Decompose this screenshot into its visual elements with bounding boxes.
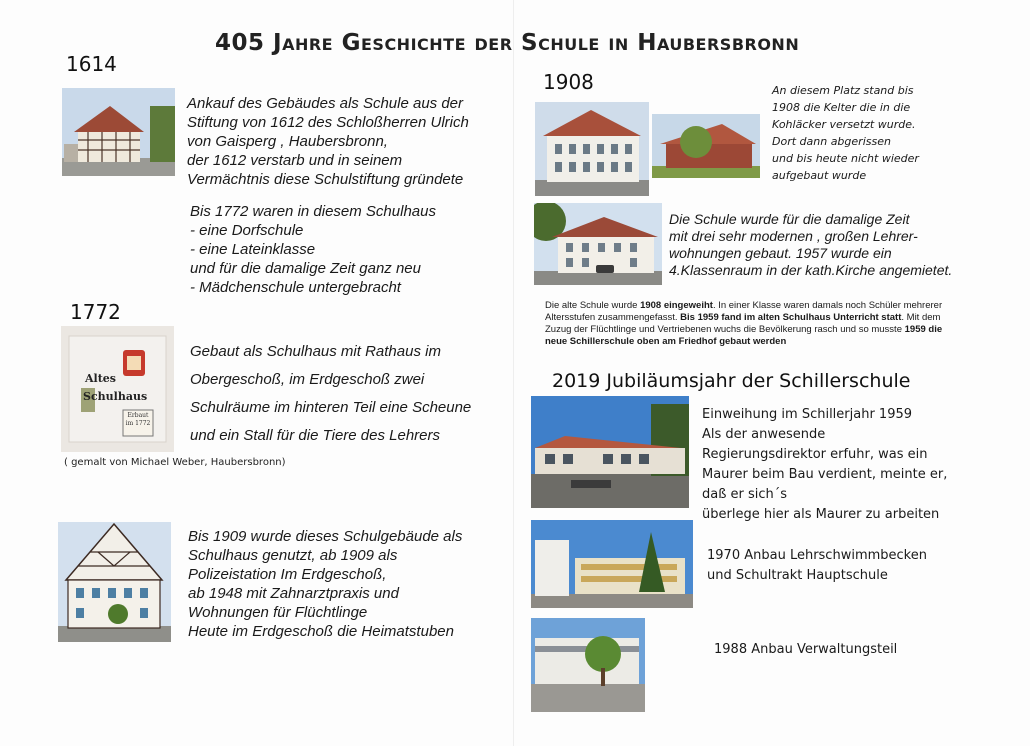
text-1772-built <box>190 338 510 450</box>
text-1772-line: Gebaut als Schulhaus mit Rathaus im <box>190 343 441 360</box>
text-school-1908: Die Schule wurde für die damalige Zeit mit drei sehr modernen , großen Lehrer- wohnungen gebaut. 1957 wurde ein 4.Klassenraum in der kath.Kirche angemietet. <box>669 211 953 278</box>
text-1909-usage: Bis 1909 wurde dieses Schulgebäude als Schulhaus genutzt, ab 1909 als Polizeistation Im Erdgeschoß, ab 1948 mit Zahnarztpraxis und Wohnungen für Flüchtlinge Heute im Erdgeschoß die Heimatstuben <box>188 528 463 640</box>
box-bold: Bis 1959 fand im alten Schulhaus Unterricht statt <box>680 312 902 323</box>
box-bold: 1959 die neue Schillerschule oben am Friedhof gebaut werden <box>545 324 943 347</box>
painting-sign-line2: Schulhaus <box>83 390 148 403</box>
text-1772-line: Obergeschoß, im Erdgeschoß zwei <box>190 371 425 388</box>
year-1772: 1772 <box>70 300 121 324</box>
text-1772-line: Schulräume im hinteren Teil eine Scheune <box>190 399 472 416</box>
jubilee-heading: 2019 Jubiläumsjahr der Schillerschule <box>552 370 911 392</box>
info-box-old-school <box>545 300 945 348</box>
photo-1970-extension <box>531 520 693 608</box>
box-text: . In einer Klasse waren damals noch Schüler mehrerer Altersstufen zusammengefasst. <box>545 300 943 323</box>
text-1772-line: und ein Stall für die Tiere des Lehrers <box>190 427 441 444</box>
page-fold <box>513 0 514 746</box>
text-1988: 1988 Anbau Verwaltungsteil <box>714 642 898 657</box>
photo-kelter <box>652 114 760 178</box>
photo-1988-administration <box>531 618 645 712</box>
year-1614: 1614 <box>66 52 117 76</box>
text-jubilee: Einweihung im Schillerjahr 1959 Als der anwesende Regierungsdirektor erfuhr, was ein Maurer beim Bau verdient, meinte er, daß er sich´s überlege hier als Maurer zu arbeiten <box>702 407 948 522</box>
photo-heimatstuben-building <box>58 522 171 642</box>
photo-old-school-1908 <box>535 102 649 196</box>
box-text: Die alte Schule wurde <box>545 300 641 311</box>
painting-plaque: Erbaut im 1772 <box>125 412 151 427</box>
text-until-1772: Bis 1772 waren in diesem Schulhaus - eine Dorfschule - eine Lateinklasse und für die damalige Zeit ganz neu - Mädchenschule untergebracht <box>190 203 436 296</box>
box-bold: 1908 eingeweiht <box>640 300 713 311</box>
photo-schillerschule-1959 <box>531 396 689 508</box>
text-kelter: An diesem Platz stand bis 1908 die Kelter die in die Kohläcker versetzt wurde. Dort dann abgerissen und bis heute nicht wieder aufgebaut wurde <box>772 84 919 182</box>
painting-sign-line1: Altes <box>85 372 116 385</box>
year-1908: 1908 <box>543 70 594 94</box>
painting-caption: ( gemalt von Michael Weber, Haubersbronn) <box>64 457 286 468</box>
photo-half-timbered-house-1614 <box>62 88 175 176</box>
text-1970: 1970 Anbau Lehrschwimmbecken und Schultrakt Hauptschule <box>707 548 927 583</box>
text-1614-purchase: Ankauf des Gebäudes als Schule aus der Stiftung von 1612 des Schloßherren Ulrich von Gaisperg , Haubersbronn, der 1612 verstarb und in seinem Vermächtnis diese Schulstiftung gründete <box>187 95 469 188</box>
box-text: . Mit dem Zuzug der Flüchtlinge und Vertriebenen wuchs die Bevölkerung rasch und so musste <box>545 312 941 335</box>
painting-altes-schulhaus <box>61 326 174 452</box>
photo-school-with-teacher-apartments <box>534 203 662 285</box>
page-title: 405 Jahre Geschichte der Schule in Haubersbronn <box>215 30 800 56</box>
